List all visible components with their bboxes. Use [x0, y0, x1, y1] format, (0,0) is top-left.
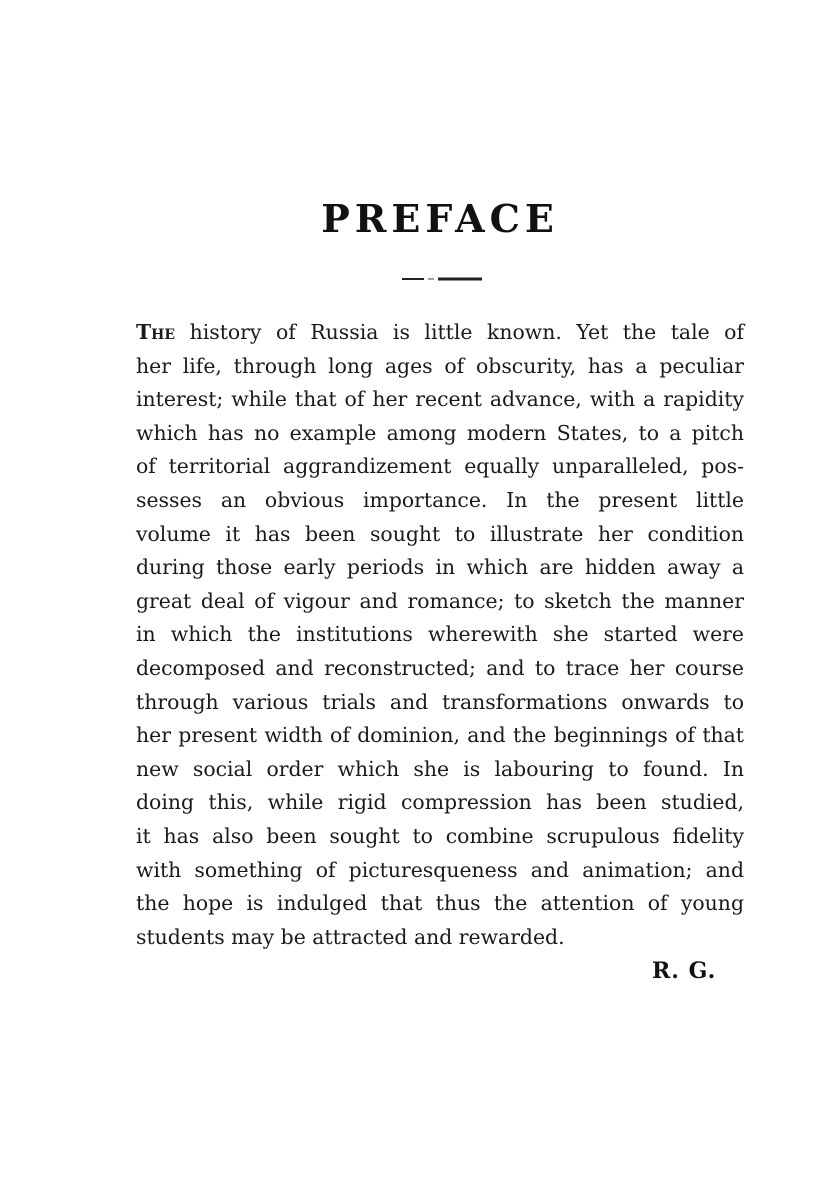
ornament-segment-dot [428, 279, 434, 280]
preface-line-7: volume it has been sought to illustrate her condition [136, 521, 744, 546]
title-ornament-rule [402, 276, 482, 282]
preface-line-14: new social order which she is labouring to found. In [136, 756, 744, 781]
preface-line-18: the hope is indulged that thus the attention of young [136, 891, 744, 916]
preface-line-15: doing this, while rigid compression has been studied, [136, 790, 744, 815]
preface-line-4: which has no example among modern States, to a pitch [136, 420, 744, 445]
preface-line-19: students may be attracted and rewarded. [136, 924, 565, 949]
preface-line-17: with something of picturesqueness and animation; and [136, 857, 744, 882]
preface-line-9: great deal of vigour and romance; to sketch the manner [136, 588, 744, 613]
ornament-rule-graphic [402, 276, 482, 282]
preface-line-10: in which the institutions wherewith she started were [136, 622, 744, 647]
preface-line-6: sesses an obvious importance. In the present little [136, 487, 744, 512]
ornament-segment-left [402, 278, 424, 280]
preface-line-11: decomposed and reconstructed; and to trace her course [136, 655, 744, 680]
preface-line-3: interest; while that of her recent advance, with a rapidity [136, 387, 744, 412]
ornament-segment-right [438, 278, 482, 281]
preface-line-1 [136, 316, 744, 350]
lead-word: The [136, 320, 176, 344]
author-initials: R. G. [652, 958, 717, 984]
preface-line-5: of territorial aggrandizement equally unparalleled, pos- [136, 454, 744, 479]
preface-line-16: it has also been sought to combine scrupulous fidelity [136, 823, 744, 848]
preface-line-2: her life, through long ages of obscurity, has a peculiar [136, 353, 744, 378]
preface-line-1-text: history of Russia is little known. Yet the tale of [175, 320, 744, 344]
page-title: PREFACE [321, 196, 559, 241]
preface-line-13: her present width of dominion, and the beginnings of that [136, 723, 744, 748]
preface-body [136, 316, 744, 954]
preface-line-12: through various trials and transformations onwards to [136, 689, 744, 714]
preface-line-8: during those early periods in which are hidden away a [136, 555, 744, 580]
